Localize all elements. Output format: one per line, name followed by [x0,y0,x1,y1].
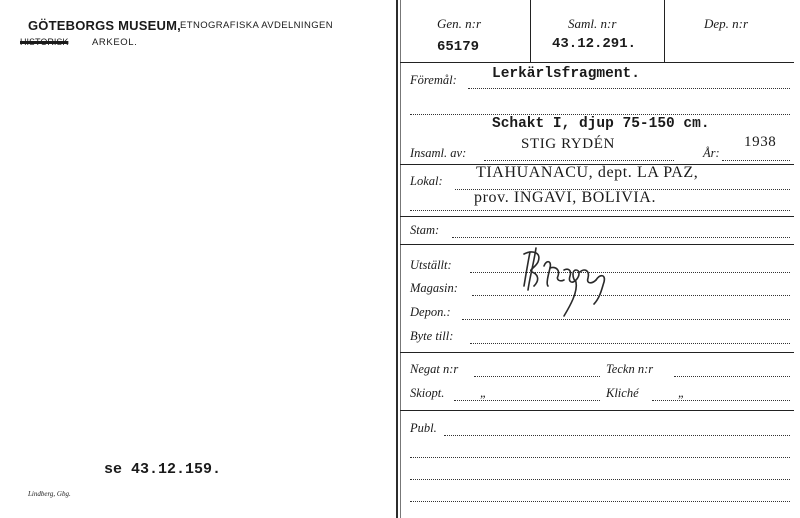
skiopt-label: Skiopt. [410,386,445,400]
lokal-value-2: prov. INGAVI, BOLIVIA. [474,189,657,206]
foremal-value: Lerkärlsfragment. [492,66,640,82]
cross-reference: se 43.12.159. [104,461,222,478]
saml-nr-value: 43.12.291. [552,36,637,52]
foremal-line [468,88,790,89]
ar-value: 1938 [744,134,777,150]
header-divider-1 [530,0,531,62]
teckn-nr-label: Teckn n:r [606,362,654,376]
handwritten-signature [520,240,610,320]
ar-label: År: [703,146,720,160]
saml-nr-label: Saml. n:r [568,16,617,31]
card-fold-line-inner [400,0,401,518]
arkeol-label: ARKEOL. [92,37,138,48]
teckn-line [674,376,790,377]
insaml-line [484,160,674,161]
header-bottom-rule [400,62,794,63]
kliche-label: Kliché [606,386,639,400]
publ-line-2 [410,457,790,458]
museum-name: GÖTEBORGS MUSEUM, [28,18,181,33]
insaml-value: STIG RYDÉN [521,136,615,152]
kliche-ditto: „ [678,386,685,400]
lokal-line-2 [410,210,790,211]
gen-nr-value: 65179 [437,39,480,55]
department-name: ETNOGRAFISKA AVDELNINGEN [180,20,334,31]
ar-line [722,160,790,161]
utstallt-label: Utställt: [410,258,452,272]
insaml-label: Insaml. av: [410,146,467,160]
utstallt-line [470,272,790,273]
foremal-line-2 [410,114,790,115]
kliche-line [652,400,790,401]
negat-line [474,376,600,377]
negat-nr-label: Negat n:r [410,362,459,376]
publ-label: Publ. [410,421,437,435]
lokal-label: Lokal: [410,174,443,188]
printer-mark: Lindberg, Gbg. [28,490,71,498]
publ-line-3 [410,479,790,480]
depon-line [462,319,790,320]
magasin-label: Magasin: [410,281,458,295]
card-fold-line [396,0,398,518]
skiopt-line [454,400,600,401]
stam-label: Stam: [410,223,440,237]
publ-line-4 [410,501,790,502]
byte-till-label: Byte till: [410,329,454,343]
depon-label: Depon.: [410,305,451,319]
skiopt-ditto: „ [480,386,487,400]
foremal-label: Föremål: [410,73,457,87]
rule-after-skiopt [400,410,794,411]
rule-after-lokal [400,216,794,217]
foremal-value-2: Schakt I, djup 75-150 cm. [492,116,710,132]
dep-nr-label: Dep. n:r [704,16,749,31]
byte-till-line [470,343,790,344]
lokal-value-1: TIAHUANACU, dept. LA PAZ, [476,164,699,181]
rule-after-byte [400,352,794,353]
gen-nr-label: Gen. n:r [437,16,482,31]
header-divider-2 [664,0,665,62]
struck-out-department: HISTORISK [20,37,69,47]
publ-line-1 [444,435,790,436]
stam-line [452,237,790,238]
